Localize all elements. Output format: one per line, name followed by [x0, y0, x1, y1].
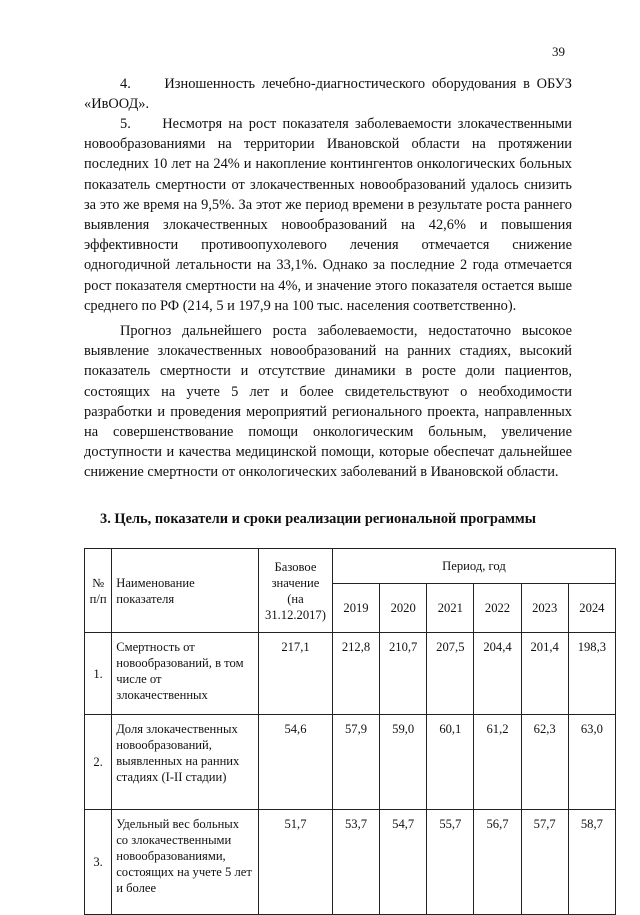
header-no: № п/п: [85, 549, 112, 633]
row-value: 63,0: [568, 715, 615, 810]
section-heading: 3. Цель, показатели и сроки реализации региональной программы: [100, 511, 536, 527]
paragraph-forecast: Прогноз дальнейшего роста заболеваемости, недостаточно высокое выявление злокачественных новообразований на ранних стадиях, высокий показатель смертности и отсутствие динамики в росте доли пациентов, состоящих на учете 5 лет и более свидетельствуют о необходимости разработки и проведения мероприятий регионального проекта, направленных на совершенствование помощи онкологическим больным, увеличение доступности и качества медицинской помощи, которые обеспечат дальнейшее снижение смертности от онкологических заболеваний в Ивановской области.: [84, 323, 572, 481]
row-value: 210,7: [380, 633, 427, 715]
header-year: 2024: [568, 584, 615, 633]
row-value: 55,7: [427, 810, 474, 915]
page-number: 39: [552, 44, 565, 59]
paragraph-item-5: 5. Несмотря на рост показателя заболеваемости злокачественными новообразованиями на территории Ивановской области на протяжении последних 10 лет на 24% и накопление контингентов онкологических больных показатель смертности от злокачественных новообразований удалось снизить за это же время на 9,5%. За этот же период времени в результате роста раннего выявления злокачественных новообразований на 42,6% и повышения эффективности противоопухолевого лечения отмечается снижение одногодичной летальности на 33,1%. Однако за последние 2 года отмечается рост показателя смертности на 4%, и значение этого показателя остается выше среднего по РФ (214, 5 и 197,9 на 100 тыс. населения соответственно).: [84, 116, 572, 314]
row-value: 212,8: [332, 633, 379, 715]
row-value: 57,7: [521, 810, 568, 915]
row-value: 61,2: [474, 715, 521, 810]
row-value: 60,1: [427, 715, 474, 810]
row-value: 62,3: [521, 715, 568, 810]
row-name: Доля злокачественных новообразований, выявленных на ранних стадиях (I-II стадии): [112, 715, 259, 810]
header-period: Период, год: [332, 549, 615, 584]
row-value: 207,5: [427, 633, 474, 715]
header-name: Наименование показателя: [112, 549, 259, 633]
row-name: Удельный вес больных со злокачественными новообразованиями, состоящих на учете 5 лет и более: [112, 810, 259, 915]
header-year: 2019: [332, 584, 379, 633]
row-value: 57,9: [332, 715, 379, 810]
header-year: 2022: [474, 584, 521, 633]
row-name: Смертность от новообразований, в том числе от злокачественных: [112, 633, 259, 715]
row-value: 59,0: [380, 715, 427, 810]
header-year: 2023: [521, 584, 568, 633]
row-base: 54,6: [259, 715, 333, 810]
row-value: 204,4: [474, 633, 521, 715]
paragraph-item-4: 4. Изношенность лечебно-диагностического оборудования в ОБУЗ «ИвООД».: [84, 76, 572, 113]
row-base: 217,1: [259, 633, 333, 715]
indicators-table: [84, 548, 616, 915]
table-header-row: [85, 549, 616, 584]
row-value: 58,7: [568, 810, 615, 915]
row-no: 1.: [85, 633, 112, 715]
header-base: Базовое значение (на 31.12.2017): [259, 549, 333, 633]
header-year: 2020: [380, 584, 427, 633]
table-row: [85, 715, 616, 810]
row-no: 2.: [85, 715, 112, 810]
row-value: 201,4: [521, 633, 568, 715]
row-base: 51,7: [259, 810, 333, 915]
row-value: 198,3: [568, 633, 615, 715]
row-value: 54,7: [380, 810, 427, 915]
row-value: 53,7: [332, 810, 379, 915]
row-no: 3.: [85, 810, 112, 915]
table-row: [85, 633, 616, 715]
table-row: [85, 810, 616, 915]
header-year: 2021: [427, 584, 474, 633]
row-value: 56,7: [474, 810, 521, 915]
